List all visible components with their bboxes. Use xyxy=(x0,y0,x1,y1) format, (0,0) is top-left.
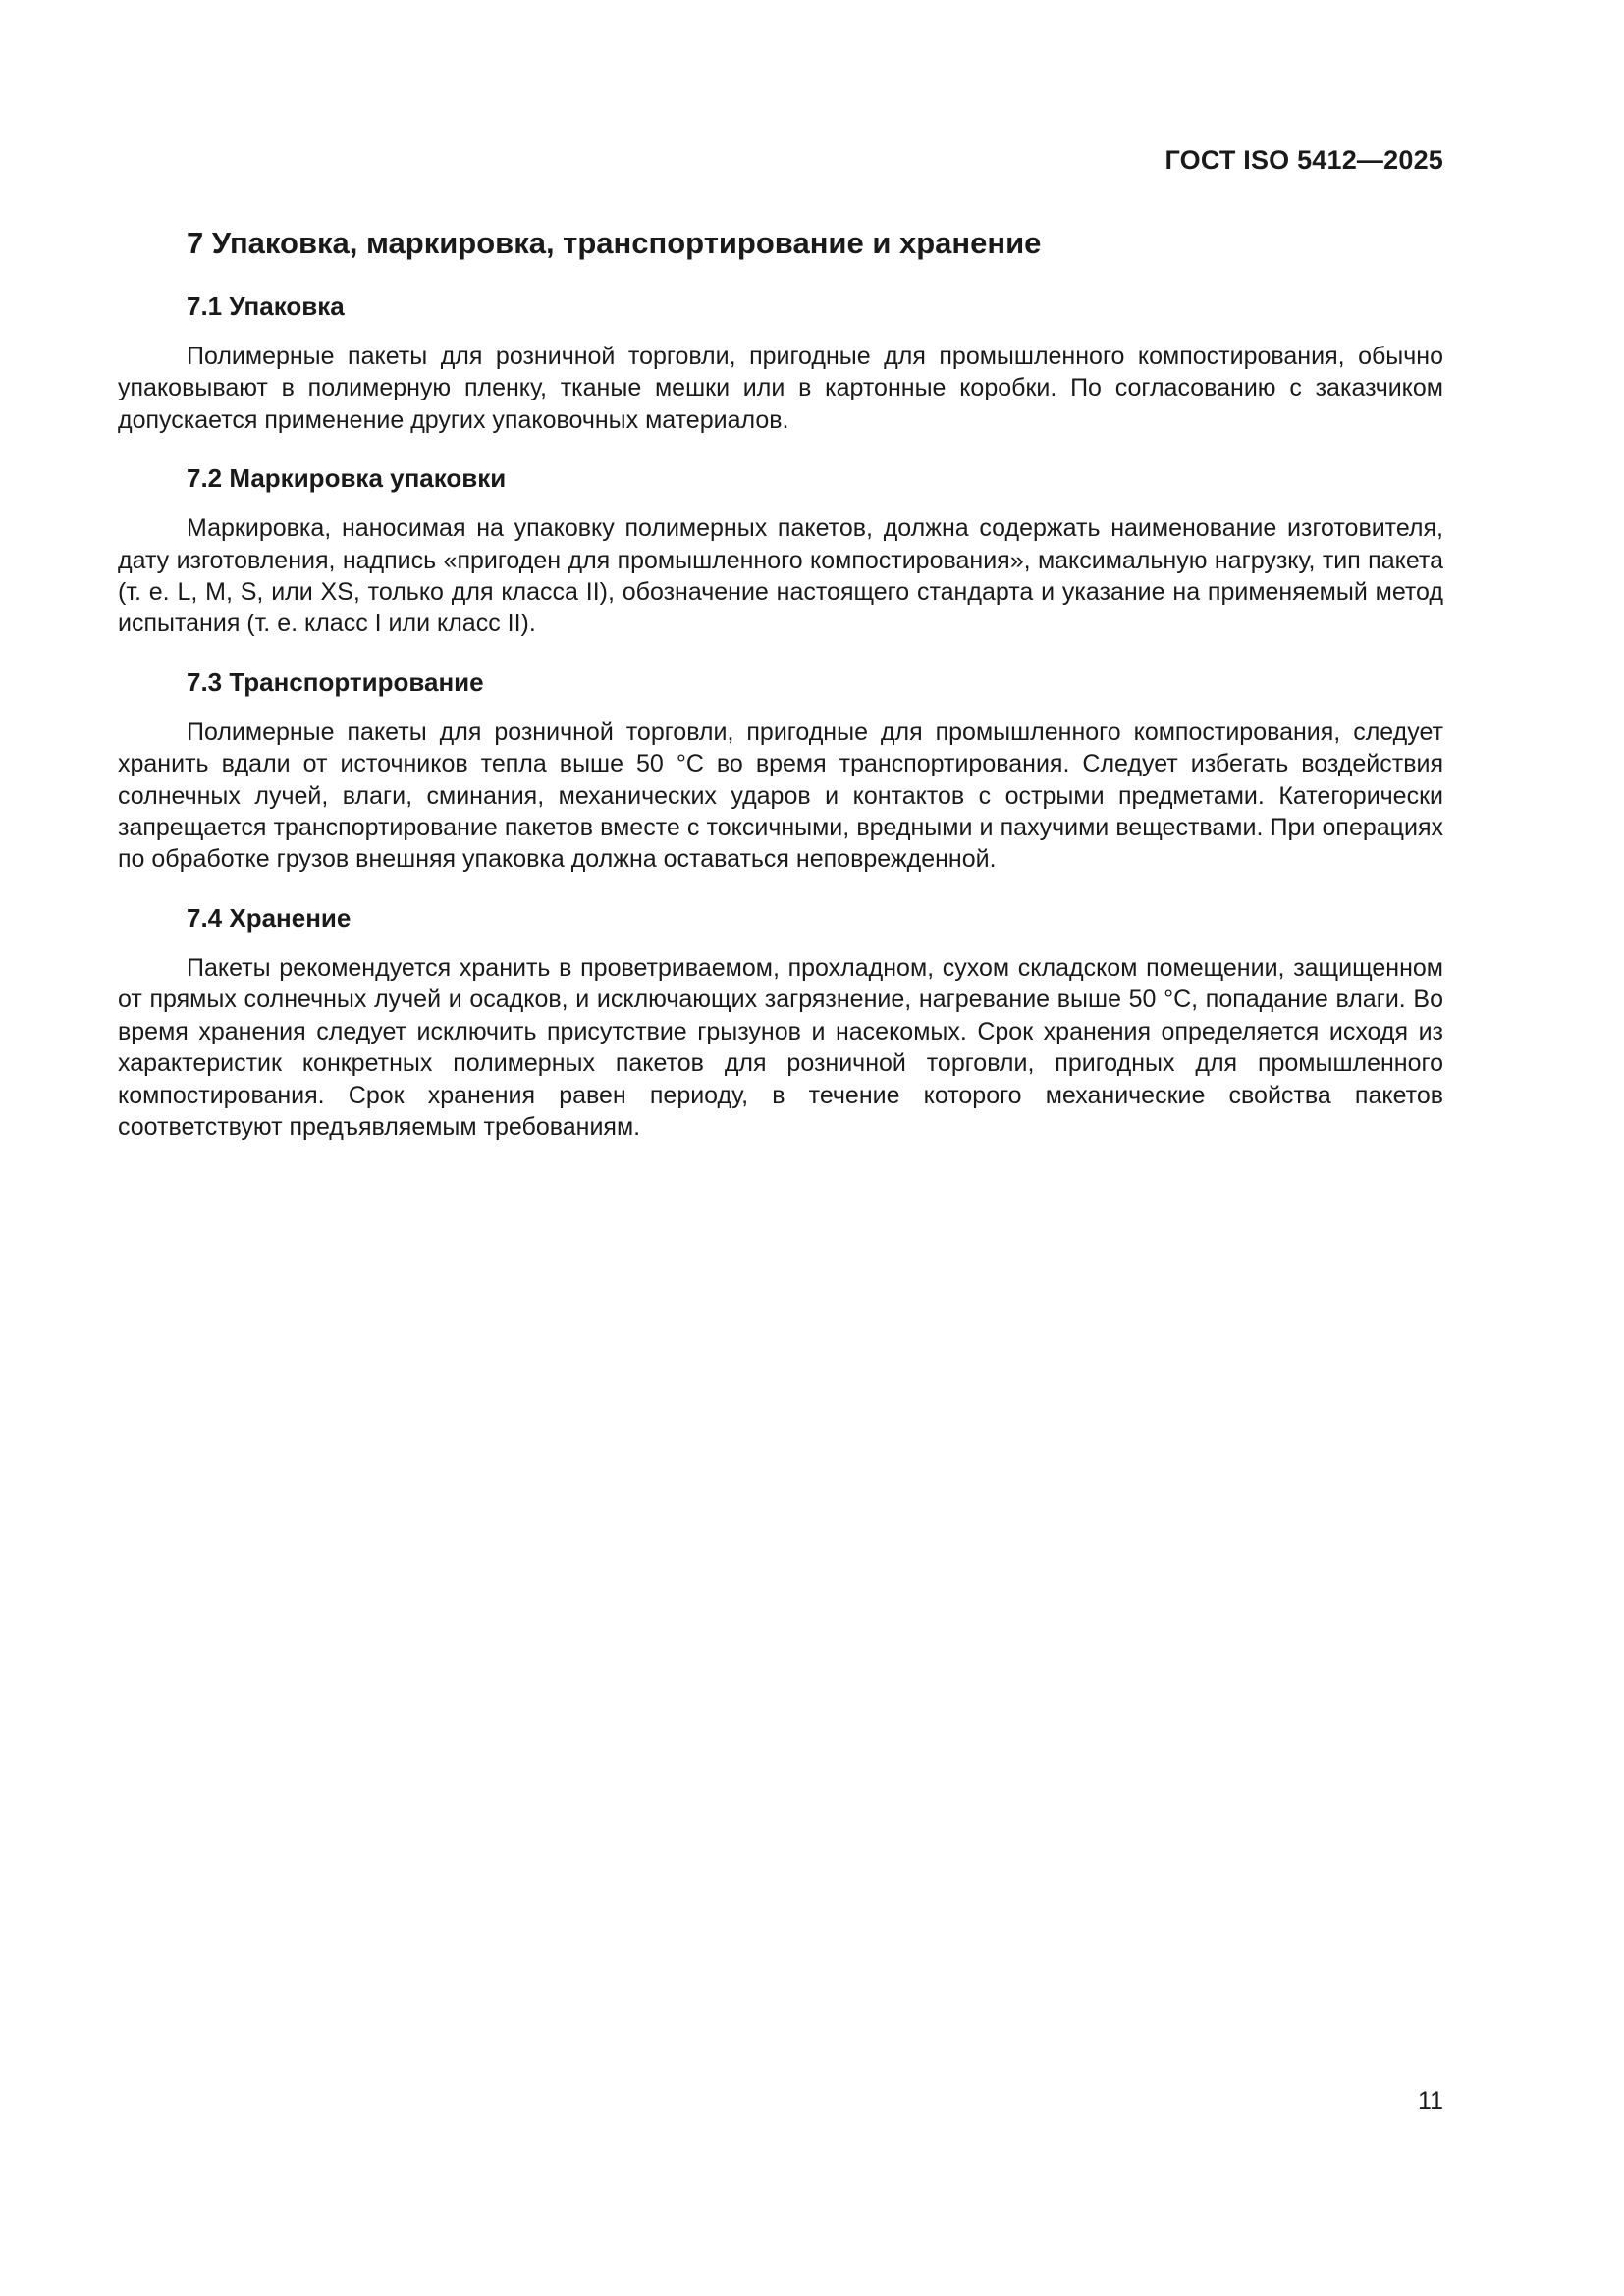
document-code: ГОСТ ISO 5412—2025 xyxy=(1164,145,1443,175)
subsection-title-storage: 7.4 Хранение xyxy=(187,902,352,933)
subsection-title-packaging: 7.1 Упаковка xyxy=(187,292,345,321)
subsection-title-transport: 7.3 Транспортирование xyxy=(187,667,484,697)
paragraph-marking: Маркировка, наносимая на упаковку полимерных пакетов, должна содержать наименование изготовителя, дату изготовления, надпись «пригоден для промышленного компостирования», максимальную нагрузку, тип пакета (т. е. L, M, S, или XS, только для класса II), обозначение настоящего стандарта и указание на применяемый метод испытания (т. е. класс I или класс II). xyxy=(118,514,1443,638)
page-number: 11 xyxy=(1418,2087,1443,2114)
subsection-title-marking: 7.2 Маркировка упаковки xyxy=(187,463,507,494)
section-title: 7 Упаковка, маркировка, транспортирование и хранение xyxy=(187,226,1042,260)
paragraph-packaging: Полимерные пакеты для розничной торговли, пригодные для промышленного компостирования, обычно упаковывают в полимерную пленку, тканые мешки или в картонные коробки. По согласованию с заказчиком допускается применение других упаковочных материалов. xyxy=(118,343,1443,434)
paragraph-transport: Полимерные пакеты для розничной торговли, пригодные для промышленного компостирования, следует хранить вдали от источников тепла выше 50 °С во время транспортирования. Следует избегать воздействия солнечных лучей, влаги, сминания, механических ударов и контактов с острыми предметами. Категорически запрещается транспортирование пакетов вместе с токсичными, вредными и пахучими веществами. При операциях по обработке грузов внешняя упаковка должна оставаться неповрежденной. xyxy=(118,718,1443,874)
document-body xyxy=(118,224,1443,1168)
paragraph-storage: Пакеты рекомендуется хранить в проветриваемом, прохладном, сухом складском помещении, защищенном от прямых солнечных лучей и осадков, и исключающих загрязнение, нагревание выше 50 °С, попадание влаги. Во время хранения следует исключить присутствие грызунов и насекомых. Срок хранения определяется исходя из характеристик конкретных полимерных пакетов для розничной торговли, пригодных для промышленного компостирования. Срок хранения равен периоду, в течение которого механические свойства пакетов соответствуют предъявляемым требованиям. xyxy=(118,953,1443,1141)
